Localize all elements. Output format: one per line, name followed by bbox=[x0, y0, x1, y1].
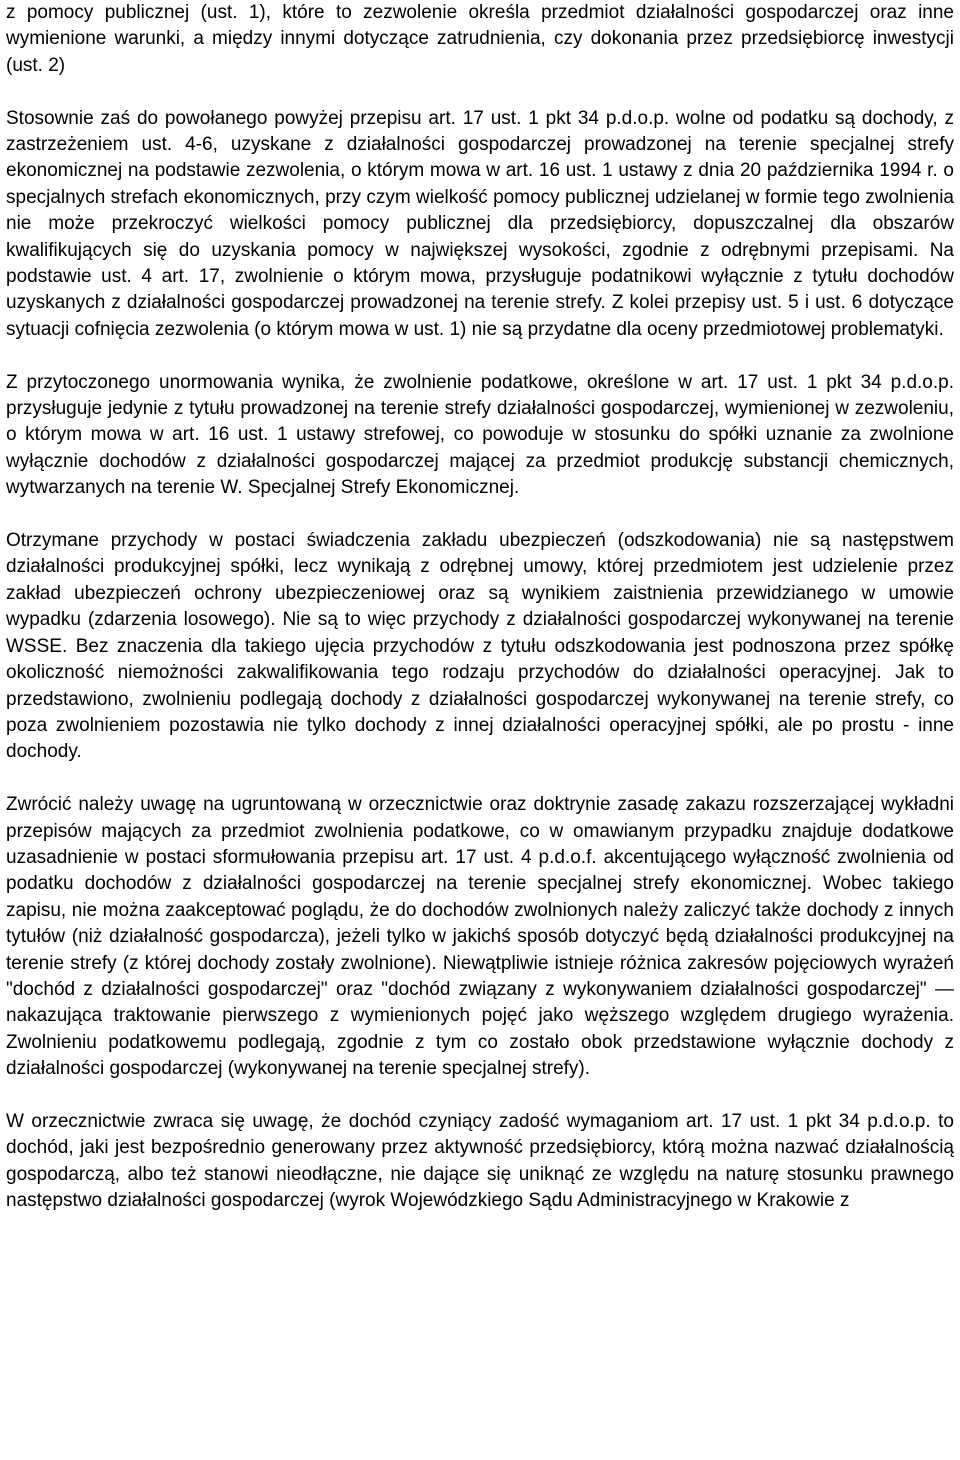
paragraph-5: Zwrócić należy uwagę na ugruntowaną w orzecznictwie oraz doktrynie zasadę zakazu rozszerzającej wykładni przepisów mających za przedmiot zwolnienia podatkowe, co w omawianym przypadku znajduje dodatkowe uzasadnienie w postaci sformułowania przepisu art. 17 ust. 4 p.d.o.f. akcentującego wyłączność zwolnienia od podatku dochodów z działalności gospodarczej na terenie specjalnej strefy ekonomicznej. Wobec takiego zapisu, nie można zaakceptować poglądu, że do dochodów zwolnionych należy zaliczyć także dochody z innych tytułów (niż działalność gospodarcza), jeżeli tylko w jakichś sposób dotyczyć będą działalności produkcyjnej na terenie strefy (z której dochody zostały zwolnione). Niewątpliwie istnieje różnica zakresów pojęciowych wyrażeń "dochód z działalności gospodarczej" oraz "dochód związany z wykonywaniem działalności gospodarczej" — nakazująca traktowanie pierwszego z wymienionych pojęć jako węższego względem drugiego wyrażenia. Zwolnieniu podatkowemu podlegają, zgodnie z tym co zostało obok przedstawione wyłącznie dochody z działalności gospodarczej (wykonywanej na terenie specjalnej strefy). bbox=[6, 794, 954, 1080]
paragraph-spacer bbox=[6, 1083, 954, 1109]
paragraph-spacer bbox=[6, 502, 954, 528]
paragraph-spacer bbox=[6, 343, 954, 369]
paragraph-1: z pomocy publicznej (ust. 1), które to zezwolenie określa przedmiot działalności gospodarczej oraz inne wymienione warunki, a między innymi dotyczące zatrudnienia, czy dokonania przez przedsiębiorcę inwestycji (ust. 2) bbox=[6, 2, 954, 76]
paragraph-spacer bbox=[6, 79, 954, 105]
paragraph-6: W orzecznictwie zwraca się uwagę, że dochód czyniący zadość wymaganiom art. 17 ust. 1 pkt 34 p.d.o.p. to dochód, jaki jest bezpośrednio generowany przez aktywność przedsiębiorcy, którą można nazwać działalnością gospodarczą, albo też stanowi nieodłączne, nie dające się uniknąć ze względu na naturę stosunku prawnego następstwo działalności gospodarczej (wyrok Wojewódzkiego Sądu Administracyjnego w Krakowie z bbox=[6, 1110, 954, 1212]
paragraph-4: Otrzymane przychody w postaci świadczenia zakładu ubezpieczeń (odszkodowania) nie są następstwem działalności produkcyjnej spółki, lecz wynikają z odrębnej umowy, której przedmiotem jest udzielenie przez zakład ubezpieczeń ochrony ubezpieczeniowej oraz są wynikiem zaistnienia przewidzianego w umowie wypadku (zdarzenia losowego). Nie są to więc przychody z działalności gospodarczej wykonywanej na terenie WSSE. Bez znaczenia dla takiego ujęcia przychodów z tytułu odszkodowania jest podnoszona przez spółkę okoliczność niemożności zakwalifikowania tego rodzaju przychodów do działalności operacyjnej. Jak to przedstawiono, zwolnieniu podlegają dochody z działalności gospodarczej wykonywanej na terenie strefy, co poza zwolnieniem pozostawia nie tylko dochody z innej działalności operacyjnej spółki, ale po prostu - inne dochody. bbox=[6, 530, 954, 763]
paragraph-2: Stosownie zaś do powołanego powyżej przepisu art. 17 ust. 1 pkt 34 p.d.o.p. wolne od podatku są dochody, z zastrzeżeniem ust. 4-6, uzyskane z działalności gospodarczej prowadzonej na terenie specjalnej strefy ekonomicznej na podstawie zezwolenia, o którym mowa w art. 16 ust. 1 ustawy z dnia 20 października 1994 r. o specjalnych strefach ekonomicznych, przy czym wielkość pomocy publicznej udzielanej w formie tego zwolnienia nie może przekroczyć wielkości pomocy publicznej dla przedsiębiorcy, dopuszczalnej dla obszarów kwalifikujących się do uzyskania pomocy w największej wysokości, zgodnie z odrębnymi przepisami. Na podstawie ust. 4 art. 17, zwolnienie o którym mowa, przysługuje podatnikowi wyłącznie z tytułu dochodów uzyskanych z działalności gospodarczej prowadzonej na terenie strefy. Z kolei przepisy ust. 5 i ust. 6 dotyczące sytuacji cofnięcia zezwolenia (o którym mowa w ust. 1) nie są przydatne dla oceny przedmiotowej problematyki. bbox=[6, 107, 954, 340]
document-page bbox=[6, 0, 954, 1215]
paragraph-3: Z przytoczonego unormowania wynika, że zwolnienie podatkowe, określone w art. 17 ust. 1 pkt 34 p.d.o.p. przysługuje jedynie z tytułu prowadzonej na terenie strefy działalności gospodarczej, wymienionej w zezwoleniu, o którym mowa w art. 16 ust. 1 ustawy strefowej, co powoduje w stosunku do spółki uznanie za zwolnione wyłącznie dochodów z działalności gospodarczej mającej za przedmiot produkcję substancji chemicznych, wytwarzanych na terenie W. Specjalnej Strefy Ekonomicznej. bbox=[6, 371, 954, 499]
paragraph-spacer bbox=[6, 766, 954, 792]
